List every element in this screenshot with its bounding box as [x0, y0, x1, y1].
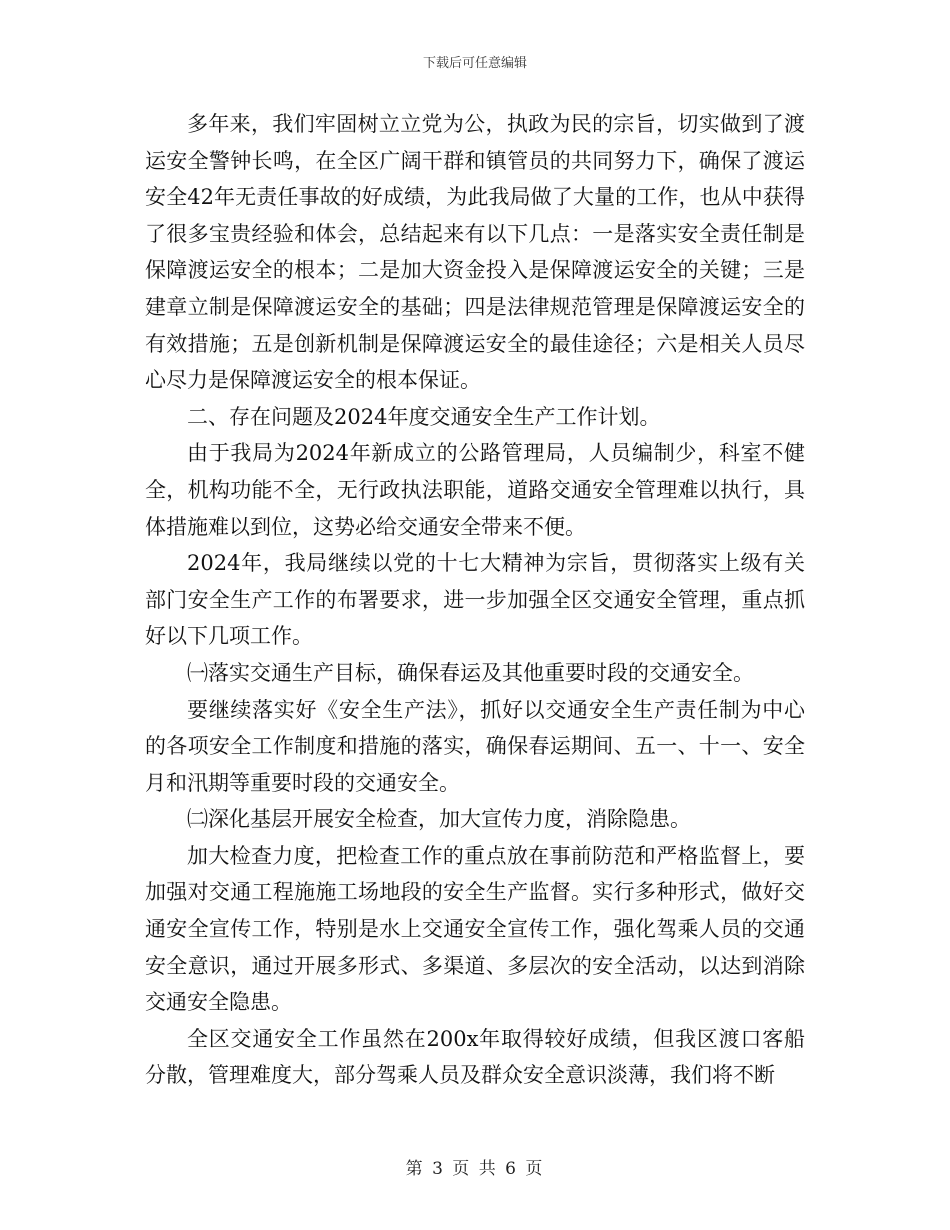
subheading-item-1: ㈠落实交通生产目标，确保春运及其他重要时段的交通安全。 [187, 660, 754, 685]
paragraph-summary: 多年来，我们牢固树立立党为公，执政为民的宗旨，切实做到了渡运安全警钟长鸣，在全区广阔干群和镇管员的共同努力下，确保了渡运安全42年无责任事故的好成绩，为此我局做了大量的工作，也从中获得了很多宝贵经验和体会，总结起来有以下几点：一是落实安全责任制是保障渡运安全的根本；二是加大资金投入是保障渡运安全的关键；三是建章立制是保障渡运安全的基础；四是法律规范管理是保障渡运安全的有效措施；五是创新机制是保障渡运安全的最佳途径；六是相关人员尽心尽力是保障渡运安全的根本保证。 [145, 112, 805, 393]
document-body [145, 106, 805, 1094]
paragraph-closing: 全区交通安全工作虽然在200x年取得较好成绩，但我区渡口客船分散，管理难度大，部分驾乘人员及群众安全意识淡薄，我们将不断 [145, 1026, 805, 1088]
paragraph-item-1: 要继续落实好《安全生产法》，抓好以交通安全生产责任制为中心的各项安全工作制度和措施的落实，确保春运期间、五一、十一、安全月和汛期等重要时段的交通安全。 [145, 697, 805, 795]
page-header: 下载后可任意编辑 [422, 56, 527, 71]
paragraph-item-2: 加大检查力度，把检查工作的重点放在事前防范和严格监督上，要加强对交通工程施施工场地段的安全生产监督。实行多种形式，做好交通安全宣传工作，特别是水上交通安全宣传工作，强化驾乘人员的交通安全意识，通过开展多形式、多渠道、多层次的安全活动，以达到消除交通安全隐患。 [145, 843, 805, 1015]
section-heading-problems-plan: 二、存在问题及2024年度交通安全生产工作计划。 [187, 404, 661, 429]
subheading-item-2: ㈡深化基层开展安全检查，加大宣传力度，消除隐患。 [187, 807, 691, 832]
paragraph-plan-intro: 2024年，我局继续以党的十七大精神为宗旨，贯彻落实上级有关部门安全生产工作的布署要求，进一步加强全区交通安全管理，重点抓好以下几项工作。 [145, 551, 805, 649]
paragraph-problems: 由于我局为2024年新成立的公路管理局，人员编制少，科室不健全，机构功能不全，无行政执法职能，道路交通安全管理难以执行，具体措施难以到位，这势必给交通安全带来不便。 [145, 441, 805, 539]
page-footer: 第 3 页 共 6 页 [405, 1159, 545, 1179]
